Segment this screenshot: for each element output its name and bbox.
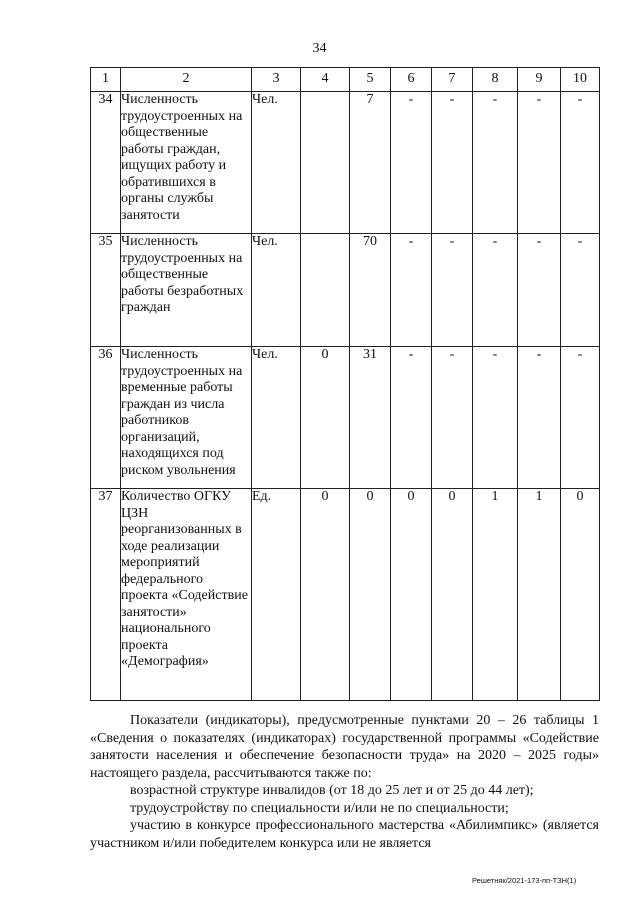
row-number: 36 bbox=[91, 347, 121, 489]
row-number: 35 bbox=[91, 234, 121, 347]
value-cell: - bbox=[473, 92, 518, 234]
value-cell: 0 bbox=[391, 489, 432, 701]
value-cell: - bbox=[432, 234, 473, 347]
paragraph-abilympics: участию в конкурсе профессионального мастерства «Абилимпикс» (является участником и/или победителем конкурса или не является bbox=[90, 818, 599, 851]
indicator-name: Численность трудоустроенных на общественные работы безработных граждан bbox=[121, 234, 252, 347]
body-text bbox=[90, 712, 599, 852]
row-number: 37 bbox=[91, 489, 121, 701]
col-header: 5 bbox=[350, 68, 391, 92]
table-header-row bbox=[91, 68, 600, 92]
value-cell: 0 bbox=[432, 489, 473, 701]
indicators-table bbox=[90, 67, 600, 701]
value-cell: 1 bbox=[473, 489, 518, 701]
value-cell: - bbox=[432, 347, 473, 489]
value-cell: 70 bbox=[350, 234, 391, 347]
col-header: 4 bbox=[301, 68, 350, 92]
row-number: 34 bbox=[91, 92, 121, 234]
page-number: 34 bbox=[312, 41, 327, 56]
value-cell: - bbox=[561, 92, 600, 234]
unit: Чел. bbox=[252, 234, 301, 347]
unit: Ед. bbox=[252, 489, 301, 701]
col-header: 3 bbox=[252, 68, 301, 92]
value-cell: 0 bbox=[301, 489, 350, 701]
document-footer-code: Решетняк/2021-173-пп-ТЗН(1) bbox=[472, 876, 577, 885]
col-header: 1 bbox=[91, 68, 121, 92]
value-cell: 0 bbox=[561, 489, 600, 701]
value-cell: - bbox=[518, 234, 561, 347]
table-row bbox=[91, 92, 600, 234]
value-cell: - bbox=[518, 347, 561, 489]
col-header: 7 bbox=[432, 68, 473, 92]
value-cell: 7 bbox=[350, 92, 391, 234]
col-header: 8 bbox=[473, 68, 518, 92]
indicator-name: Количество ОГКУ ЦЗН реорганизованных в ходе реализации мероприятий федерального проекта «Содействие занятости» национального проекта «Демография» bbox=[121, 489, 252, 701]
table-row bbox=[91, 234, 600, 347]
value-cell: - bbox=[561, 347, 600, 489]
value-cell: 1 bbox=[518, 489, 561, 701]
value-cell: - bbox=[432, 92, 473, 234]
unit: Чел. bbox=[252, 92, 301, 234]
paragraph-employment-specialty: трудоустройству по специальности и/или не по специальности; bbox=[130, 800, 509, 816]
value-cell: - bbox=[473, 347, 518, 489]
col-header: 10 bbox=[561, 68, 600, 92]
unit: Чел. bbox=[252, 347, 301, 489]
value-cell: - bbox=[561, 234, 600, 347]
value-cell: 0 bbox=[301, 347, 350, 489]
value-cell: - bbox=[391, 347, 432, 489]
col-header: 2 bbox=[121, 68, 252, 92]
value-cell: 0 bbox=[350, 489, 391, 701]
value-cell bbox=[301, 234, 350, 347]
paragraph-indicators-note: Показатели (индикаторы), предусмотренные пунктами 20 – 26 таблицы 1 «Сведения о показателях (индикаторах) государственной программы «Содействие занятости населения и обеспечение безопасности труда» на 2020 – 2025 годы» настоящего раздела, рассчитываются также по: bbox=[90, 713, 599, 781]
value-cell: - bbox=[391, 92, 432, 234]
table-row bbox=[91, 347, 600, 489]
indicator-name: Численность трудоустроенных на общественные работы граждан, ищущих работу и обратившихся в органы службы занятости bbox=[121, 92, 252, 234]
value-cell: - bbox=[473, 234, 518, 347]
col-header: 6 bbox=[391, 68, 432, 92]
indicator-name: Численность трудоустроенных на временные работы граждан из числа работников организаций, находящихся под риском увольнения bbox=[121, 347, 252, 489]
paragraph-age-structure: возрастной структуре инвалидов (от 18 до 25 лет и от 25 до 44 лет); bbox=[130, 783, 534, 798]
table-row bbox=[91, 489, 600, 701]
col-header: 9 bbox=[518, 68, 561, 92]
value-cell: - bbox=[518, 92, 561, 234]
value-cell: 31 bbox=[350, 347, 391, 489]
value-cell bbox=[301, 92, 350, 234]
value-cell: - bbox=[391, 234, 432, 347]
